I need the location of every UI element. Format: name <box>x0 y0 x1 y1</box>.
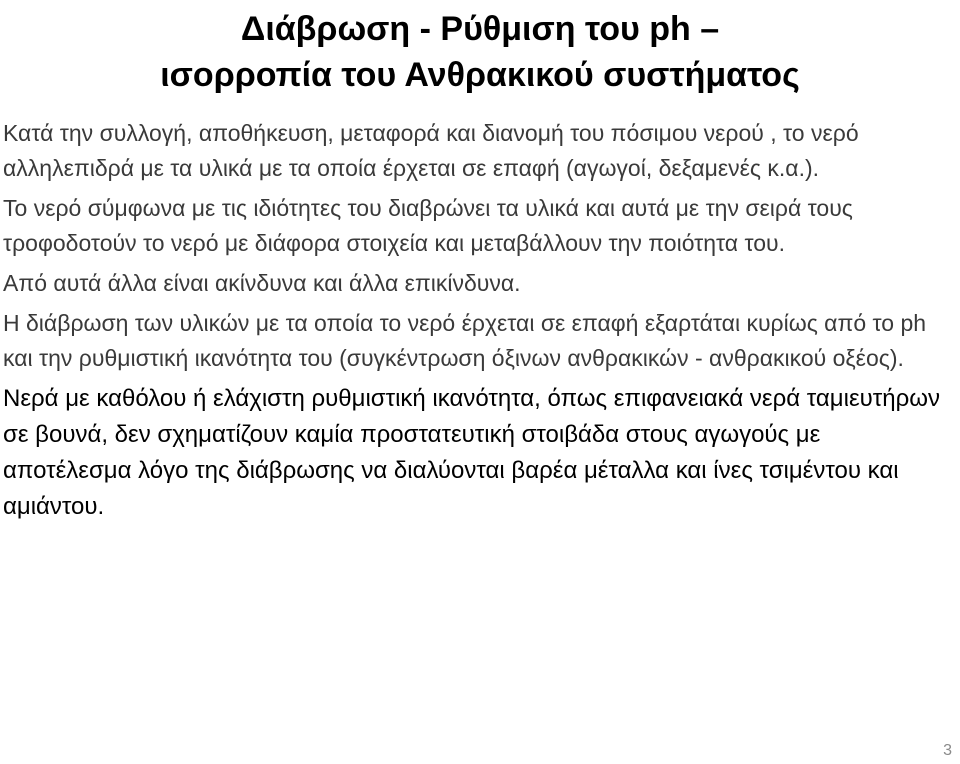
paragraph-4: Η διάβρωση των υλικών με τα οποία το νερό έρχεται σε επαφή εξαρτάται κυρίως από το ph και την ρυθμιστική ικανότητα του (συγκέντρωση όξινων ανθρακικών - ανθρακικού οξέος). <box>3 310 927 371</box>
page-number: 3 <box>943 742 952 759</box>
title-line-2: ισορροπία του Ανθρακικού συστήματος <box>160 56 800 94</box>
paragraph-5: Νερά με καθόλου ή ελάχιστη ρυθμιστική ικανότητα, όπως επιφανειακά νερά ταμιευτήρων σε βουνά, δεν σχηματίζουν καμία προστατευτική στοιβάδα στους αγωγούς με αποτέλεσμα λόγο της διάβρωσης να διαλύονται βαρέα μέταλλα και ίνες τσιμέντου και αμιάντου. <box>3 385 941 520</box>
paragraph-3: Από αυτά άλλα είναι ακίνδυνα και άλλα επικίνδυνα. <box>3 270 521 296</box>
title-line-1: Διάβρωση - Ρύθμιση του ph – <box>240 10 720 48</box>
paragraph-1: Κατά την συλλογή, αποθήκευση, μεταφορά και διανομή του πόσιμου νερού , το νερό αλληλεπιδρά με τα υλικά με τα οποία έρχεται σε επαφή (αγωγοί, δεξαμενές κ.α.). <box>3 120 859 181</box>
slide-title <box>0 6 960 98</box>
paragraph-2: Το νερό σύμφωνα με τις ιδιότητες του διαβρώνει τα υλικά και αυτά με την σειρά τους τροφοδοτούν το νερό με διάφορα στοιχεία και μεταβάλλουν την ποιότητα του. <box>3 195 853 256</box>
slide-body <box>3 116 953 530</box>
